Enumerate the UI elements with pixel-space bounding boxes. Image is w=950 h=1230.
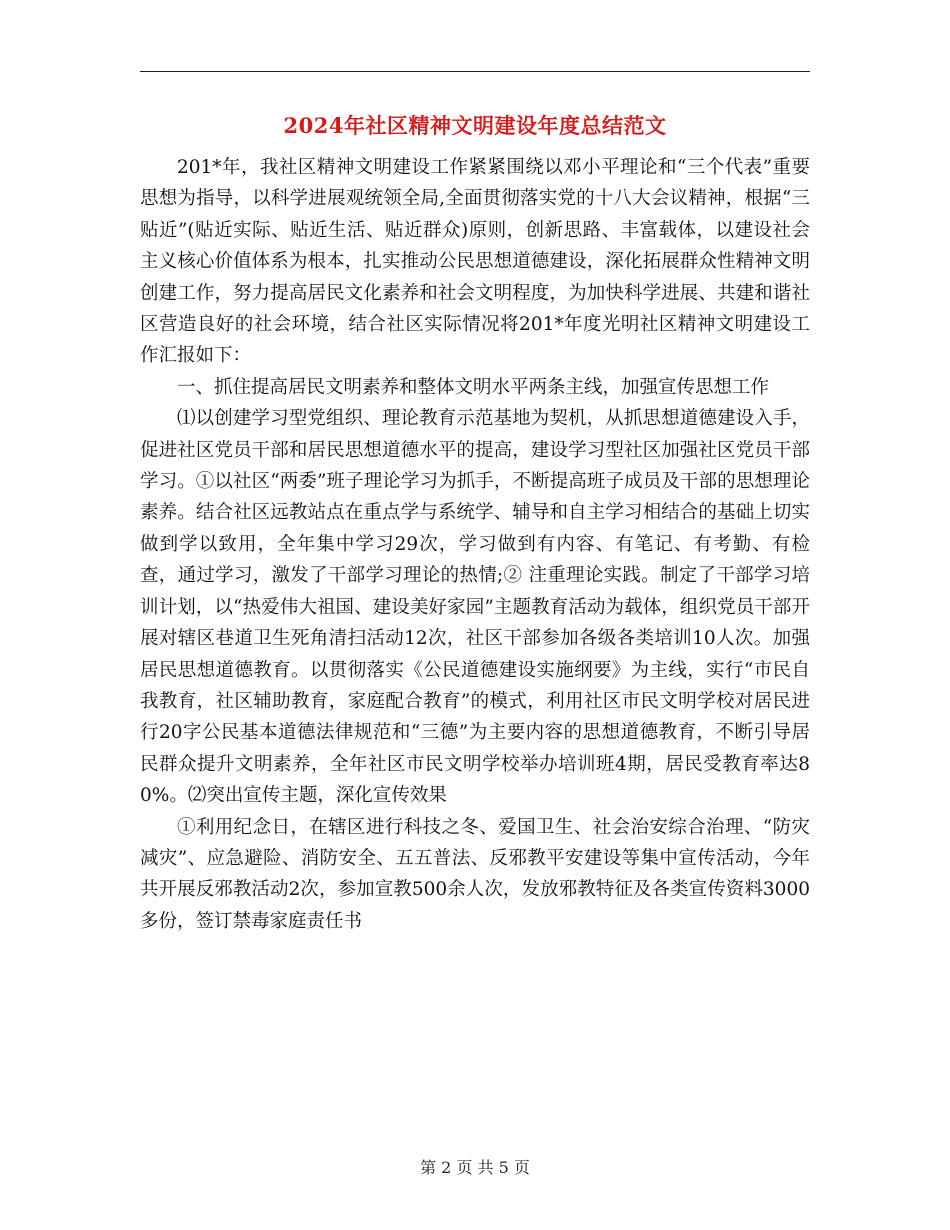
- paragraph-publicity: ①利用纪念日，在辖区进行科技之冬、爱国卫生、社会治安综合治理、“防灾减灾”、应急避险、消防安全、五五普法、反邪教平安建设等集中宣传活动，今年共开展反邪教活动2次，参加宣教500余人次，发放邪教特征及各类宣传资料3000多份，签订禁毒家庭责任书: [140, 816, 810, 932]
- paragraph-section-heading: 一、抓住提高居民文明素养和整体文明水平两条主线，加强宣传思想工作: [177, 376, 770, 398]
- header-rule: [140, 71, 810, 72]
- paragraph-intro: 201*年，我社区精神文明建设工作紧紧围绕以邓小平理论和“三个代表”重要思想为指导，以科学进展观统领全局,全面贯彻落实党的十八大会议精神，根据“三贴近”(贴近实际、贴近生活、贴近群众)原则，创新思路、丰富载体，以建设社会主义核心价值体系为根本，扎实推动公民思想道德建设，深化拓展群众性精神文明创建工作，努力提高居民文化素养和社会文明程度，为加快科学进展、共建和谐社区营造良好的社会环境，结合社区实际情况将201*年度光明社区精神文明建设工作汇报如下：: [140, 157, 810, 367]
- document-body: [140, 152, 810, 937]
- paragraph-study: ⑴以创建学习型党组织、理论教育示范基地为契机，从抓思想道德建设入手，促进社区党员干部和居民思想道德水平的提高，建设学习型社区加强社区党员干部学习。①以社区“两委”班子理论学习为抓手，不断提高班子成员及干部的思想理论素养。结合社区远教站点在重点学与系统学、辅导和自主学习相结合的基础上切实做到学以致用，全年集中学习29次，学习做到有内容、有笔记、有考勤、有检查，通过学习，激发了干部学习理论的热情;② 注重理论实践。制定了干部学习培训计划，以“热爱伟大祖国、建设美好家园”主题教育活动为载体，组织党员干部开展对辖区巷道卫生死角清扫活动12次，社区干部参加各级各类培训10人次。加强居民思想道德教育。以贯彻落实《公民道德建设实施纲要》为主线，实行“市民自我教育，社区辅助教育，家庭配合教育”的模式，利用社区市民文明学校对居民进行20字公民基本道德法律规范和“三德”为主要内容的思想道德教育，不断引导居民群众提升文明素养，全年社区市民文明学校举办培训班4期，居民受教育率达80%。⑵突出宣传主题，深化宣传效果: [140, 408, 810, 807]
- document-title: 2024年社区精神文明建设年度总结范文: [283, 113, 667, 138]
- page-number-footer: 第 2 页 共 5 页: [420, 1158, 530, 1177]
